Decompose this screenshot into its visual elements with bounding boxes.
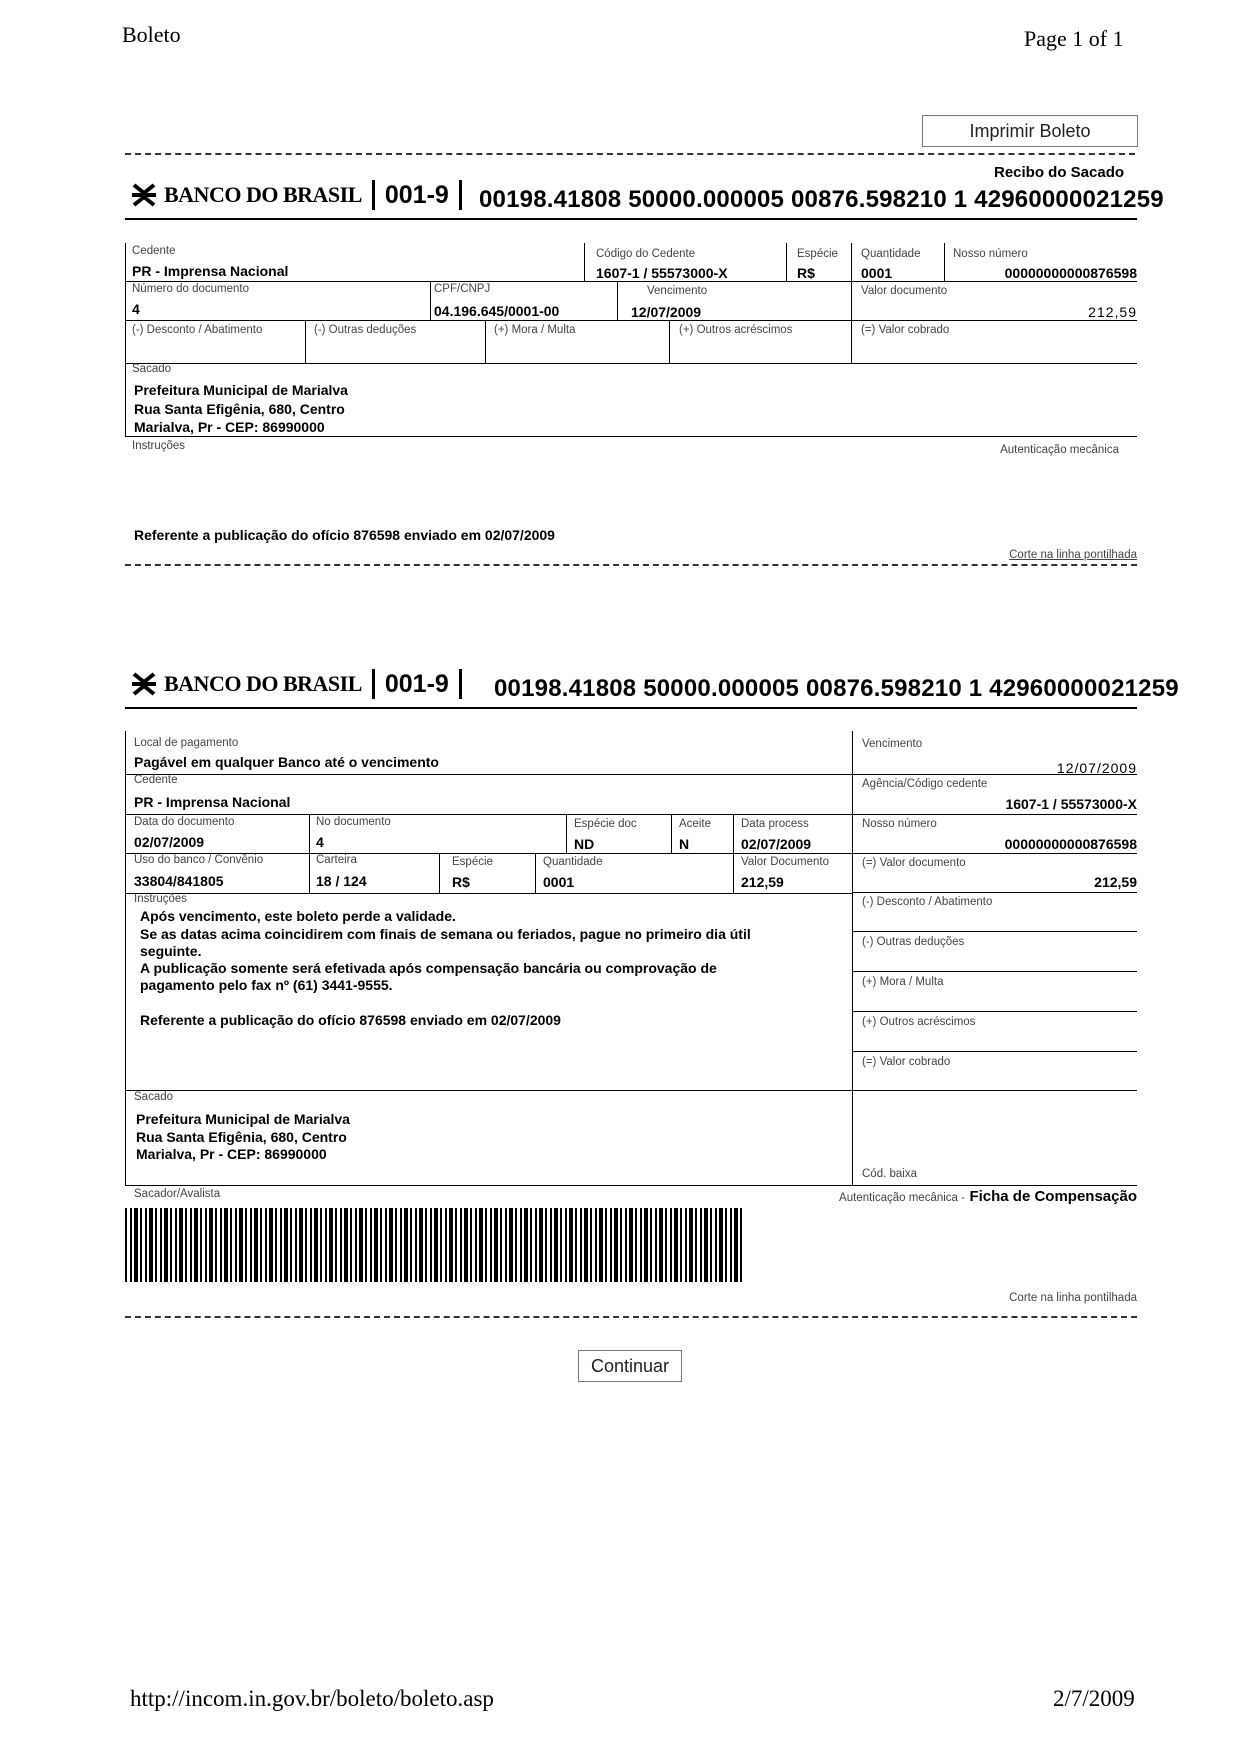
outros-acrescimos-label: (+) Outros acréscimos bbox=[679, 324, 793, 336]
barcode-bar bbox=[220, 1208, 222, 1282]
barcode-bar bbox=[569, 1208, 573, 1282]
valor-cobrado-label: (=) Valor cobrado bbox=[862, 1056, 951, 1068]
banco-do-brasil-logo-icon bbox=[130, 671, 158, 697]
barcode-bar bbox=[295, 1208, 297, 1282]
grid-line bbox=[786, 243, 787, 281]
barcode-bar bbox=[380, 1208, 382, 1282]
barcode-bar bbox=[200, 1208, 202, 1282]
barcode-bar bbox=[584, 1208, 588, 1282]
cod-baixa-label: Cód. baixa bbox=[862, 1168, 917, 1180]
barcode-bar bbox=[704, 1208, 708, 1282]
bank-name: BANCO DO BRASIL bbox=[164, 671, 362, 696]
digitable-line: 00198.41808 50000.000005 00876.598210 1 42960000021259 bbox=[494, 675, 1179, 702]
grid-line bbox=[125, 363, 1137, 364]
barcode-bar bbox=[190, 1208, 192, 1282]
especie-value: R$ bbox=[452, 874, 470, 890]
aceite-value: N bbox=[679, 836, 690, 852]
grid-line bbox=[671, 814, 672, 853]
local-pagamento-value: Pagável em qualquer Banco até o vencimento bbox=[134, 754, 439, 770]
barcode-bar bbox=[610, 1208, 612, 1282]
grid-line bbox=[535, 853, 536, 893]
barcode-bar bbox=[170, 1208, 172, 1282]
barcode-bar bbox=[235, 1208, 237, 1282]
aceite-label: Aceite bbox=[679, 818, 711, 830]
grid-line bbox=[430, 281, 431, 320]
codigo-cedente-value: 1607-1 / 55573000-X bbox=[596, 265, 728, 281]
barcode-bar bbox=[515, 1208, 517, 1282]
grid-line bbox=[125, 1090, 1137, 1091]
grid-line bbox=[852, 853, 1137, 854]
data-documento-label: Data do documento bbox=[134, 816, 235, 828]
cedente-label: Cedente bbox=[134, 774, 178, 786]
barcode-bar bbox=[479, 1208, 483, 1282]
barcode-bar bbox=[530, 1208, 532, 1282]
barcode-bar bbox=[620, 1208, 622, 1282]
barcode-bar bbox=[460, 1208, 462, 1282]
barcode-bar bbox=[389, 1208, 393, 1282]
barcode-bar bbox=[215, 1208, 217, 1282]
grid-line bbox=[852, 774, 1137, 775]
barcode-bar bbox=[490, 1208, 492, 1282]
instrucoes-line: A publicação somente será efetivada após compensação bancária ou comprovação de bbox=[140, 960, 717, 976]
instrucoes-line: pagamento pelo fax nº (61) 3441-9555. bbox=[140, 977, 393, 993]
barcode-bar bbox=[560, 1208, 562, 1282]
barcode-bar bbox=[485, 1208, 487, 1282]
barcode-bar bbox=[385, 1208, 387, 1282]
instrucoes-label: Instruções bbox=[134, 893, 188, 905]
outras-deducoes-label: (-) Outras deduções bbox=[862, 936, 965, 948]
autenticacao-label: Autenticação mecânica - bbox=[839, 1192, 965, 1204]
grid-line bbox=[852, 1011, 1137, 1012]
barcode-bar bbox=[230, 1208, 232, 1282]
barcode-bar bbox=[524, 1208, 528, 1282]
desconto-label: (-) Desconto / Abatimento bbox=[132, 324, 263, 336]
barcode-bar bbox=[440, 1208, 442, 1282]
barcode-bar bbox=[505, 1208, 507, 1282]
no-documento-value: 4 bbox=[316, 834, 324, 850]
barcode bbox=[125, 1208, 745, 1282]
outros-acrescimos-label: (+) Outros acréscimos bbox=[862, 1016, 976, 1028]
divider bbox=[125, 218, 1137, 220]
bank-header-recibo bbox=[130, 180, 462, 210]
grid-line bbox=[851, 243, 852, 363]
barcode-bar bbox=[185, 1208, 187, 1282]
barcode-bar bbox=[670, 1208, 672, 1282]
barcode-bar bbox=[535, 1208, 537, 1282]
especie-doc-value: ND bbox=[574, 836, 595, 852]
carteira-label: Carteira bbox=[316, 854, 357, 866]
mora-label: (+) Mora / Multa bbox=[494, 324, 576, 336]
barcode-bar bbox=[595, 1208, 597, 1282]
barcode-bar bbox=[175, 1208, 177, 1282]
continuar-button[interactable]: Continuar bbox=[578, 1350, 682, 1382]
sacador-label: Sacador/Avalista bbox=[134, 1188, 221, 1200]
barcode-bar bbox=[140, 1208, 142, 1282]
barcode-bar bbox=[430, 1208, 432, 1282]
bank-logo bbox=[130, 671, 362, 697]
nosso-numero-value: 00000000000876598 bbox=[1004, 836, 1137, 852]
vencimento-label: Vencimento bbox=[862, 738, 923, 750]
barcode-bar bbox=[494, 1208, 498, 1282]
grid-line bbox=[852, 931, 1137, 932]
grid-line bbox=[125, 731, 126, 1185]
barcode-bar bbox=[340, 1208, 342, 1282]
barcode-bar bbox=[685, 1208, 687, 1282]
barcode-bar bbox=[599, 1208, 603, 1282]
uso-banco-label: Uso do banco / Convênio bbox=[134, 854, 264, 866]
barcode-bar bbox=[575, 1208, 577, 1282]
barcode-bar bbox=[565, 1208, 567, 1282]
grid-line bbox=[125, 320, 1137, 321]
barcode-bar bbox=[734, 1208, 738, 1282]
barcode-bar bbox=[554, 1208, 558, 1282]
grid-line bbox=[439, 853, 440, 893]
barcode-bar bbox=[650, 1208, 652, 1282]
agencia-value: 1607-1 / 55573000-X bbox=[1005, 796, 1137, 812]
barcode-bar bbox=[145, 1208, 147, 1282]
grid-line bbox=[125, 243, 126, 436]
barcode-bar bbox=[350, 1208, 352, 1282]
barcode-bar bbox=[640, 1208, 642, 1282]
barcode-bar bbox=[260, 1208, 262, 1282]
cut-line bbox=[125, 564, 1137, 566]
sacado-label: Sacado bbox=[132, 363, 172, 375]
barcode-bar bbox=[205, 1208, 207, 1282]
cedente-value: PR - Imprensa Nacional bbox=[134, 794, 291, 810]
barcode-bar bbox=[605, 1208, 607, 1282]
barcode-bar bbox=[254, 1208, 258, 1282]
quantidade-value: 0001 bbox=[543, 874, 575, 890]
barcode-bar bbox=[590, 1208, 592, 1282]
barcode-bar bbox=[329, 1208, 333, 1282]
desconto-label: (-) Desconto / Abatimento bbox=[862, 896, 993, 908]
barcode-bar bbox=[335, 1208, 337, 1282]
valor-documento-value: 212,59 bbox=[1088, 304, 1137, 320]
barcode-bar bbox=[314, 1208, 318, 1282]
barcode-bar bbox=[284, 1208, 288, 1282]
sacado-label: Sacado bbox=[134, 1091, 174, 1103]
barcode-bar bbox=[715, 1208, 717, 1282]
barcode-bar bbox=[250, 1208, 252, 1282]
barcode-bar bbox=[355, 1208, 357, 1282]
instrucoes-line: Após vencimento, este boleto perde a validade. bbox=[140, 908, 456, 924]
barcode-bar bbox=[425, 1208, 427, 1282]
barcode-bar bbox=[449, 1208, 453, 1282]
barcode-bar bbox=[275, 1208, 277, 1282]
print-boleto-button[interactable]: Imprimir Boleto bbox=[922, 115, 1138, 147]
data-process-value: 02/07/2009 bbox=[741, 836, 812, 852]
grid-line bbox=[125, 814, 852, 815]
barcode-bar bbox=[310, 1208, 312, 1282]
grid-line bbox=[852, 1051, 1137, 1052]
valor-documento-label: (=) Valor documento bbox=[862, 857, 966, 869]
barcode-bar bbox=[410, 1208, 412, 1282]
barcode-bar bbox=[280, 1208, 282, 1282]
barcode-bar bbox=[700, 1208, 702, 1282]
bank-logo bbox=[130, 182, 362, 208]
cut-line bbox=[125, 1316, 1137, 1318]
grid-line bbox=[852, 971, 1137, 972]
barcode-bar bbox=[725, 1208, 727, 1282]
barcode-bar bbox=[160, 1208, 162, 1282]
barcode-bar bbox=[464, 1208, 468, 1282]
barcode-bar bbox=[269, 1208, 273, 1282]
barcode-bar bbox=[290, 1208, 292, 1282]
sacado-line: Rua Santa Efigênia, 680, Centro bbox=[136, 1129, 347, 1145]
barcode-bar bbox=[194, 1208, 198, 1282]
barcode-bar bbox=[245, 1208, 247, 1282]
barcode-bar bbox=[689, 1208, 693, 1282]
barcode-bar bbox=[665, 1208, 667, 1282]
barcode-bar bbox=[635, 1208, 637, 1282]
corte-label: Corte na linha pontilhada bbox=[1009, 1292, 1137, 1304]
barcode-bar bbox=[305, 1208, 307, 1282]
especie-value: R$ bbox=[797, 265, 815, 281]
nosso-numero-label: Nosso número bbox=[953, 248, 1028, 260]
grid-line bbox=[944, 243, 945, 281]
barcode-bar bbox=[395, 1208, 397, 1282]
barcode-bar bbox=[625, 1208, 627, 1282]
barcode-bar bbox=[475, 1208, 477, 1282]
barcode-bar bbox=[659, 1208, 663, 1282]
banco-do-brasil-logo-icon bbox=[130, 182, 158, 208]
cpf-cnpj-label: CPF/CNPJ bbox=[434, 283, 491, 295]
instrucoes-label: Instruções bbox=[132, 440, 186, 452]
barcode-bar bbox=[539, 1208, 543, 1282]
uso-banco-value: 33804/841805 bbox=[134, 873, 224, 889]
grid-line bbox=[669, 320, 670, 363]
barcode-bar bbox=[455, 1208, 457, 1282]
grid-line bbox=[852, 731, 853, 1185]
page-title: Boleto bbox=[122, 22, 181, 47]
quantidade-label: Quantidade bbox=[861, 248, 921, 260]
barcode-bar bbox=[130, 1208, 132, 1282]
grid-line bbox=[305, 320, 306, 363]
barcode-bar bbox=[680, 1208, 682, 1282]
barcode-bar bbox=[155, 1208, 157, 1282]
bank-code: 001-9 bbox=[372, 180, 462, 210]
bank-header-ficha bbox=[130, 669, 462, 699]
barcode-bar bbox=[320, 1208, 322, 1282]
grid-line bbox=[125, 436, 1137, 437]
barcode-bar bbox=[509, 1208, 513, 1282]
numero-documento-label: Número do documento bbox=[132, 283, 249, 295]
valor-documento-label: Valor documento bbox=[861, 285, 948, 297]
grid-line bbox=[852, 892, 1137, 893]
barcode-bar bbox=[125, 1208, 127, 1282]
vencimento-label: Vencimento bbox=[647, 285, 708, 297]
barcode-bar bbox=[404, 1208, 408, 1282]
barcode-bar bbox=[545, 1208, 547, 1282]
valor-doc-label: Valor Documento bbox=[741, 856, 829, 868]
quantidade-value: 0001 bbox=[861, 265, 893, 281]
sacado-line: Marialva, Pr - CEP: 86990000 bbox=[136, 1146, 327, 1162]
barcode-bar bbox=[695, 1208, 697, 1282]
barcode-bar bbox=[325, 1208, 327, 1282]
especie-label: Espécie bbox=[797, 248, 838, 260]
ficha-title: Ficha de Compensação bbox=[969, 1188, 1137, 1205]
autenticacao-ficha bbox=[839, 1188, 1137, 1206]
cedente-value: PR - Imprensa Nacional bbox=[132, 263, 289, 279]
cpf-cnpj-value: 04.196.645/0001-00 bbox=[434, 303, 560, 319]
barcode-bar bbox=[614, 1208, 618, 1282]
no-documento-label: No documento bbox=[316, 816, 391, 828]
barcode-bar bbox=[299, 1208, 303, 1282]
sacado-line: Prefeitura Municipal de Marialva bbox=[134, 382, 348, 398]
barcode-bar bbox=[415, 1208, 417, 1282]
nosso-numero-value: 00000000000876598 bbox=[1004, 265, 1137, 281]
corte-label: Corte na linha pontilhada bbox=[1009, 549, 1137, 561]
barcode-bar bbox=[520, 1208, 522, 1282]
barcode-bar bbox=[445, 1208, 447, 1282]
barcode-bar bbox=[500, 1208, 502, 1282]
footer-date: 2/7/2009 bbox=[1053, 1686, 1135, 1711]
instrucoes-line: seguinte. bbox=[140, 943, 202, 959]
barcode-bar bbox=[344, 1208, 348, 1282]
digitable-line: 00198.41808 50000.000005 00876.598210 1 42960000021259 bbox=[479, 186, 1164, 213]
barcode-bar bbox=[365, 1208, 367, 1282]
referente-text: Referente a publicação do ofício 876598 enviado em 02/07/2009 bbox=[140, 1012, 561, 1028]
barcode-bar bbox=[209, 1208, 213, 1282]
barcode-bar bbox=[655, 1208, 657, 1282]
quantidade-label: Quantidade bbox=[543, 856, 603, 868]
barcode-bar bbox=[644, 1208, 648, 1282]
mora-label: (+) Mora / Multa bbox=[862, 976, 944, 988]
barcode-bar bbox=[580, 1208, 582, 1282]
barcode-bar bbox=[719, 1208, 723, 1282]
footer-url: http://incom.in.gov.br/boleto/boleto.asp bbox=[130, 1686, 494, 1711]
grid-line bbox=[617, 281, 618, 320]
barcode-bar bbox=[419, 1208, 423, 1282]
barcode-bar bbox=[224, 1208, 228, 1282]
codigo-cedente-label: Código do Cedente bbox=[596, 248, 696, 260]
nosso-numero-label: Nosso número bbox=[862, 818, 937, 830]
barcode-bar bbox=[265, 1208, 267, 1282]
autenticacao-label: Autenticação mecânica bbox=[1000, 444, 1119, 456]
grid-line bbox=[584, 243, 585, 281]
carteira-value: 18 / 124 bbox=[316, 873, 367, 889]
grid-line bbox=[125, 281, 1137, 282]
grid-line bbox=[852, 814, 1137, 815]
sacado-line: Prefeitura Municipal de Marialva bbox=[136, 1111, 350, 1127]
vencimento-value: 12/07/2009 bbox=[631, 304, 702, 320]
data-process-label: Data process bbox=[741, 818, 809, 830]
barcode-bar bbox=[629, 1208, 633, 1282]
barcode-bar bbox=[710, 1208, 712, 1282]
barcode-bar bbox=[359, 1208, 363, 1282]
barcode-bar bbox=[239, 1208, 243, 1282]
vencimento-value: 12/07/2009 bbox=[1056, 760, 1137, 776]
outras-deducoes-label: (-) Outras deduções bbox=[314, 324, 417, 336]
cut-line-top bbox=[125, 153, 1135, 155]
bank-code: 001-9 bbox=[372, 669, 462, 699]
agencia-label: Agência/Código cedente bbox=[862, 778, 988, 790]
barcode-bar bbox=[134, 1208, 138, 1282]
cedente-label: Cedente bbox=[132, 245, 176, 257]
barcode-bar bbox=[550, 1208, 552, 1282]
valor-documento-value: 212,59 bbox=[1094, 874, 1137, 890]
valor-cobrado-label: (=) Valor cobrado bbox=[861, 324, 950, 336]
recibo-title: Recibo do Sacado bbox=[994, 164, 1125, 181]
grid-line bbox=[485, 320, 486, 363]
barcode-bar bbox=[164, 1208, 168, 1282]
local-pagamento-label: Local de pagamento bbox=[134, 737, 239, 749]
data-documento-value: 02/07/2009 bbox=[134, 834, 205, 850]
barcode-bar bbox=[730, 1208, 732, 1282]
barcode-bar bbox=[149, 1208, 153, 1282]
grid-line bbox=[125, 893, 852, 894]
especie-label: Espécie bbox=[452, 856, 493, 868]
numero-documento-value: 4 bbox=[132, 301, 140, 317]
sacado-line: Rua Santa Efigênia, 680, Centro bbox=[134, 401, 345, 417]
barcode-bar bbox=[370, 1208, 372, 1282]
instrucoes-line: Se as datas acima coincidirem com finais de semana ou feriados, pague no primeiro dia útil bbox=[140, 926, 751, 942]
especie-doc-label: Espécie doc bbox=[574, 818, 637, 830]
sacado-line: Marialva, Pr - CEP: 86990000 bbox=[134, 419, 325, 435]
valor-doc-value: 212,59 bbox=[741, 874, 784, 890]
barcode-bar bbox=[374, 1208, 378, 1282]
referente-text: Referente a publicação do ofício 876598 enviado em 02/07/2009 bbox=[134, 527, 555, 543]
barcode-bar bbox=[470, 1208, 472, 1282]
grid-line bbox=[566, 814, 567, 853]
barcode-bar bbox=[400, 1208, 402, 1282]
page-counter: Page 1 of 1 bbox=[1024, 26, 1124, 51]
barcode-bar bbox=[434, 1208, 438, 1282]
grid-line bbox=[125, 774, 852, 775]
barcode-bar bbox=[674, 1208, 678, 1282]
barcode-bar bbox=[740, 1208, 742, 1282]
barcode-bar bbox=[179, 1208, 183, 1282]
grid-line bbox=[125, 1185, 1137, 1186]
bank-name: BANCO DO BRASIL bbox=[164, 182, 362, 207]
divider bbox=[125, 707, 1137, 709]
